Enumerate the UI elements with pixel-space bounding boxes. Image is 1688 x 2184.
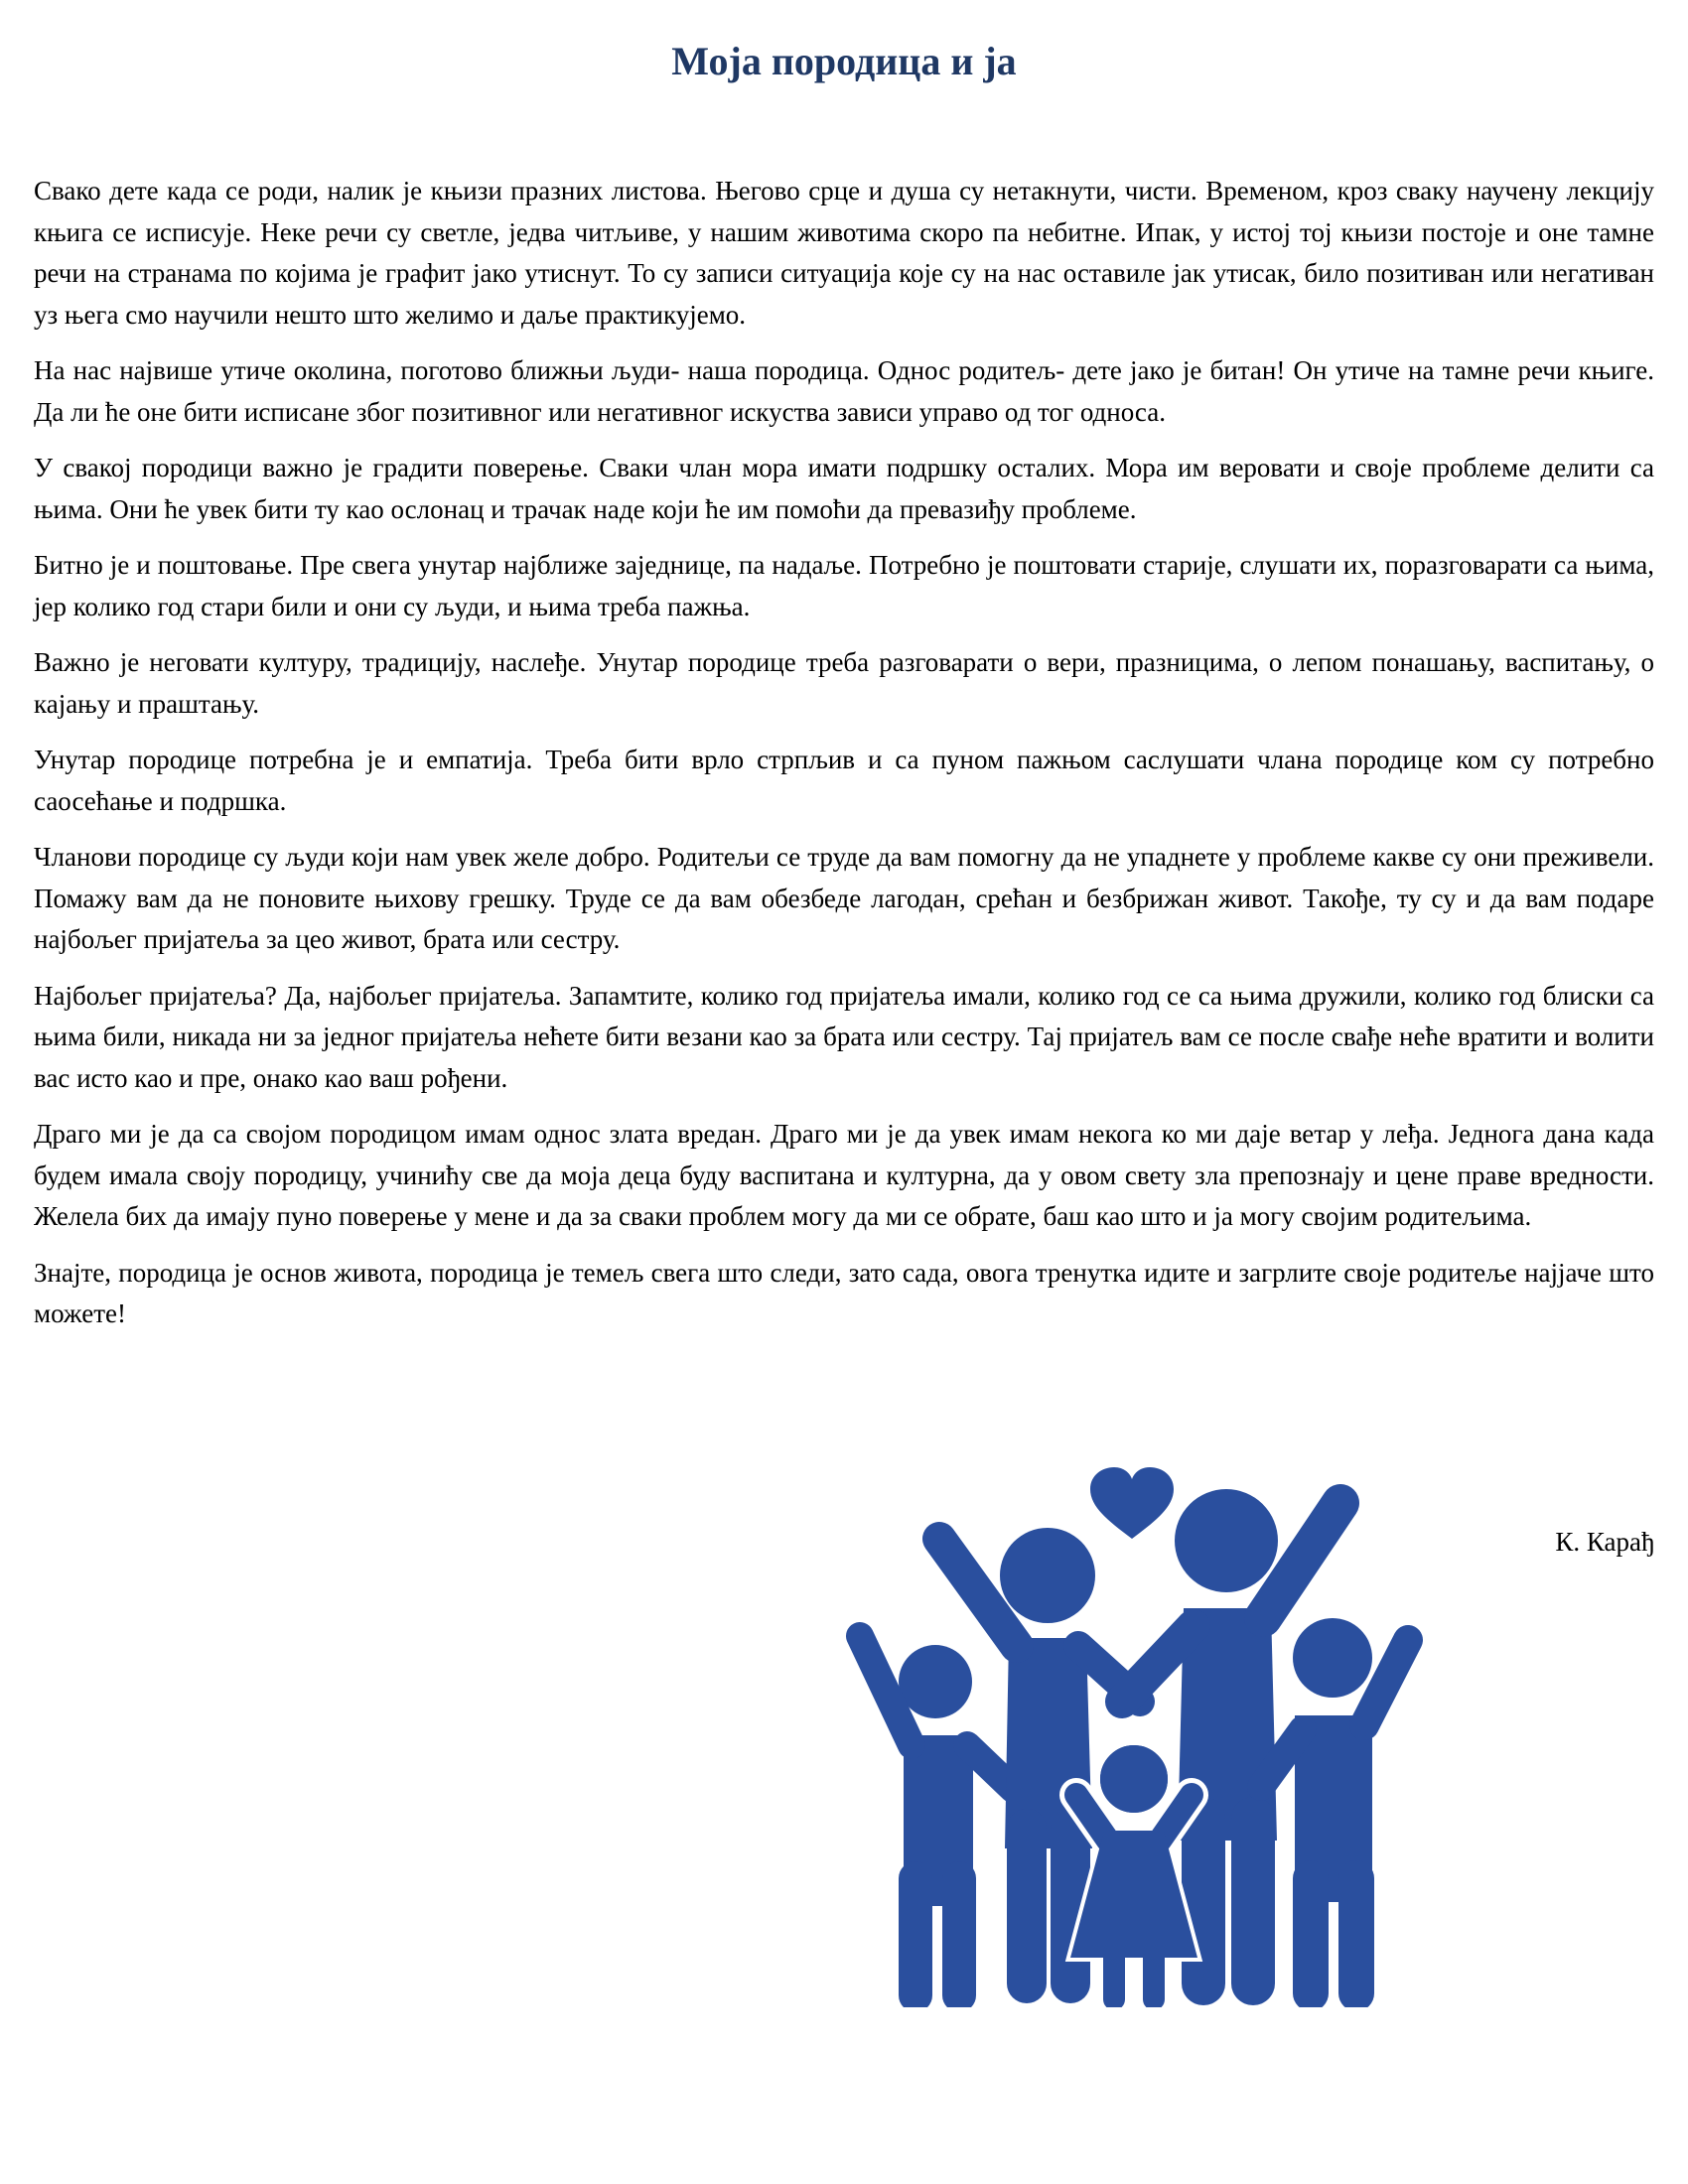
paragraph: На нас највише утиче околина, поготово ближњи људи- наша породица. Однос родитељ- дете јако је битан! Он утиче на тамне речи књиге. Да ли ће оне бити исписане због позитивног или негативног искуства зависи управо од тог односа. (34, 355, 1654, 427)
page-title: Моја породица и ја (671, 39, 1017, 83)
author-signature: К. Карађ (1555, 1527, 1654, 1557)
child-left-figure (860, 1636, 1013, 1995)
heart-icon (1090, 1467, 1174, 1539)
paragraph: Најбољег пријатеља? Да, најбољег пријатеља. Запамтите, колико год пријатеља имали, колико год се са њима дружили, колико год блиски са њима били, никада ни за једног пријатеља нећете бити везани као за брата или сестру. Тај пријатељ вам се после свађе неће вратити и волити вас исто као и пре, онако као ваш рођени. (34, 980, 1654, 1093)
paragraph: У свакој породици важно је градити поверење. Сваки члан мора имати подршку осталих. Мора им веровати и своје проблеме делити са њима. Они ће увек бити ту као ослонац и трачак наде који ће им помоћи да превазиђу проблеме. (34, 453, 1654, 524)
paragraph: Свако дете када се роди, налик је књизи празних листова. Његово срце и душа су нетакнути, чисти. Временом, кроз сваку научену лекцију књига се исписује. Неке речи су светле, једва читљиве, у нашим животима скоро па небитне. Ипак, у истој тој књизи постоје и оне тамне речи на странама по којима је графит јако утиснут. То су записи ситуација које су на нас оставиле јак утисак, било позитиван или негативан уз њега смо научили нешто што желимо и даље практикујемо. (34, 176, 1654, 330)
paragraph: Важно је неговати културу, традицију, наслеђе. Унутар породице треба разговарати о вери, празницима, о лепом понашању, васпитању, о кајању и праштању. (34, 647, 1654, 719)
document-body (34, 171, 1654, 1350)
paragraph: Унутар породице потребна је и емпатија. Треба бити врло стрпљив и са пуном пажњом саслушати члана породице ком су потребно саосећање и подршка. (34, 745, 1654, 816)
family-icon (824, 1451, 1460, 2007)
paragraph: Знајте, породица је основ живота, породица је темељ свега што следи, зато сада, овога тренутка идите и загрлите своје родитеље најјаче што можете! (34, 1257, 1654, 1328)
child-right-figure (1261, 1618, 1408, 1993)
paragraph: Драго ми је да са својом породицом имам однос злата вредан. Драго ми је да увек имам некога ко ми даје ветар у леђа. Једнога дана када будем имала своју породицу, учинићу све да моја деца буду васпитана и културна, да у овом свету зла препознају и цене праве вредности. Желела бих да имају пуно поверење у мене и да за сваки проблем могу да ми се обрате, баш као што и ја могу својим родитељима. (34, 1119, 1654, 1231)
paragraph: Битно је и поштовање. Пре свега унутар најближе заједнице, па надаље. Потребно је поштовати старије, слушати их, поразговарати са њима, јер колико год стари били и они су људи, и њима треба пажња. (34, 550, 1654, 621)
paragraph: Чланови породице су људи који нам увек желе добро. Родитељи се труде да вам помогну да не упаднете у проблеме какве су они преживели. Помажу вам да не поновите њихову грешку. Труде се да вам обезбеде лагодан, срећан и безбрижан живот. Такође, ту су и да вам подаре најбољег пријатеља за цео живот, брата или сестру. (34, 842, 1654, 954)
